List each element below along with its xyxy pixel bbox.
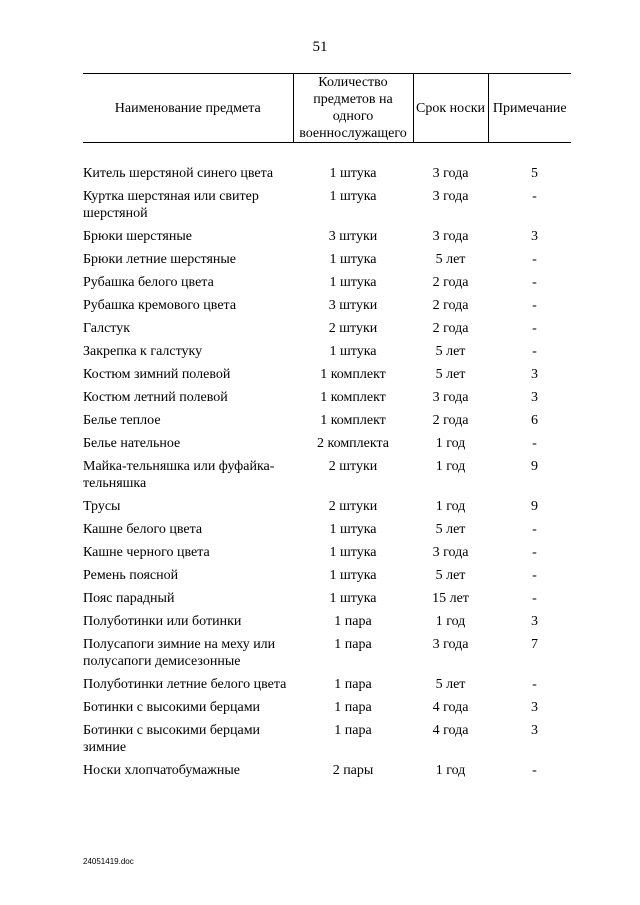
- cell-quantity: 1 комплект: [320, 413, 386, 428]
- cell-note: -: [532, 545, 537, 560]
- cell-term: 1 год: [435, 614, 466, 629]
- cell-item-name: Ремень поясной: [83, 568, 179, 583]
- table-row: [83, 343, 571, 366]
- cell-term: 5 лет: [435, 252, 466, 267]
- cell-quantity: 1 комплект: [320, 367, 386, 382]
- cell-item-name: Брюки шерстяные: [83, 229, 192, 244]
- cell-term: 3 года: [432, 545, 469, 560]
- cell-quantity: 1 штука: [329, 166, 377, 181]
- table-row: [83, 722, 571, 762]
- cell-quantity: 3 штуки: [328, 229, 378, 244]
- table-row: [83, 458, 571, 498]
- cell-quantity: 1 пара: [334, 677, 372, 692]
- table-row: [83, 274, 571, 297]
- cell-note: 3: [531, 390, 538, 405]
- cell-quantity: 1 штука: [329, 545, 377, 560]
- cell-item-name: Носки хлопчатобумажные: [83, 763, 240, 778]
- cell-term: 3 года: [432, 390, 469, 405]
- cell-item-name: Рубашка кремового цвета: [83, 298, 237, 313]
- cell-item-name: Пояс парадный: [83, 591, 175, 606]
- cell-note: -: [532, 522, 537, 537]
- cell-item-name: Костюм летний полевой: [83, 390, 228, 405]
- cell-term: 3 года: [432, 189, 469, 204]
- cell-term: 3 года: [432, 166, 469, 181]
- cell-item-name: Белье теплое: [83, 413, 161, 428]
- cell-item-name: Майка-тельняшка или фуфайка-тельняшка: [83, 459, 275, 491]
- cell-quantity: 2 штуки: [328, 499, 378, 514]
- cell-quantity: 1 штука: [329, 189, 377, 204]
- cell-item-name: Куртка шерстяная или свитер шерстяной: [83, 189, 259, 221]
- cell-item-name: Ботинки с высокими берцами: [83, 700, 261, 715]
- cell-term: 5 лет: [435, 344, 466, 359]
- cell-item-name: Полуботинки или ботинки: [83, 614, 242, 629]
- cell-quantity: 1 комплект: [320, 390, 386, 405]
- cell-note: -: [532, 677, 537, 692]
- table-row: [83, 188, 571, 228]
- cell-quantity: 2 штуки: [328, 459, 378, 474]
- cell-note: -: [532, 344, 537, 359]
- cell-term: 1 год: [435, 459, 466, 474]
- cell-note: 3: [531, 700, 538, 715]
- cell-term: 5 лет: [435, 522, 466, 537]
- cell-note: -: [532, 436, 537, 451]
- cell-note: 9: [531, 459, 538, 474]
- cell-note: -: [532, 298, 537, 313]
- cell-term: 15 лет: [432, 591, 469, 606]
- cell-quantity: 1 штука: [329, 275, 377, 290]
- cell-item-name: Галстук: [83, 321, 131, 336]
- cell-quantity: 1 пара: [334, 637, 372, 652]
- table-row: [83, 435, 571, 458]
- cell-term: 5 лет: [435, 568, 466, 583]
- cell-note: 6: [531, 413, 538, 428]
- cell-note: 3: [531, 614, 538, 629]
- header-quantity: Количество предметов на одного военнослужащего: [293, 74, 413, 143]
- cell-note: -: [532, 321, 537, 336]
- table-row: [83, 636, 571, 676]
- cell-quantity: 1 штука: [329, 568, 377, 583]
- cell-item-name: Костюм зимний полевой: [83, 367, 231, 382]
- cell-item-name: Трусы: [83, 499, 121, 514]
- table-row: [83, 228, 571, 251]
- cell-term: 3 года: [432, 637, 469, 652]
- cell-quantity: 3 штуки: [328, 298, 378, 313]
- cell-item-name: Ботинки с высокими берцами зимние: [83, 723, 261, 755]
- cell-term: 2 года: [432, 321, 469, 336]
- table-row: [83, 676, 571, 699]
- table-row: [83, 521, 571, 544]
- cell-note: 3: [531, 723, 538, 738]
- cell-note: -: [532, 252, 537, 267]
- cell-term: 5 лет: [435, 677, 466, 692]
- cell-quantity: 2 комплекта: [317, 436, 389, 451]
- header-item-name: Наименование предмета: [114, 100, 261, 116]
- cell-quantity: 2 штуки: [328, 321, 378, 336]
- cell-note: -: [532, 568, 537, 583]
- cell-item-name: Полусапоги зимние на меху или полусапоги демисезонные: [83, 637, 276, 669]
- table-row: [83, 544, 571, 567]
- items-table: [83, 73, 571, 785]
- cell-note: 5: [531, 166, 538, 181]
- cell-term: 1 год: [435, 499, 466, 514]
- cell-item-name: Полуботинки летние белого цвета: [83, 677, 287, 692]
- cell-term: 5 лет: [435, 367, 466, 382]
- table-row: [83, 567, 571, 590]
- cell-note: -: [532, 275, 537, 290]
- cell-quantity: 1 штука: [329, 591, 377, 606]
- header-note: Примечание: [488, 74, 571, 143]
- cell-item-name: Кашне белого цвета: [83, 522, 203, 537]
- table-row: [83, 165, 571, 188]
- table-row: [83, 590, 571, 613]
- cell-item-name: Рубашка белого цвета: [83, 275, 214, 290]
- table-row: [83, 320, 571, 343]
- cell-term: 1 год: [435, 763, 466, 778]
- cell-quantity: 1 штука: [329, 344, 377, 359]
- cell-quantity: 1 пара: [334, 723, 372, 738]
- cell-quantity: 1 пара: [334, 700, 372, 715]
- cell-item-name: Белье нательное: [83, 436, 181, 451]
- cell-term: 4 года: [432, 700, 469, 715]
- table-row: [83, 412, 571, 435]
- table-body: [83, 143, 571, 786]
- cell-term: 3 года: [432, 229, 469, 244]
- cell-quantity: 2 пары: [332, 763, 374, 778]
- cell-note: -: [532, 189, 537, 204]
- cell-note: 7: [531, 637, 538, 652]
- header-term: Срок носки: [413, 74, 488, 143]
- cell-item-name: Брюки летние шерстяные: [83, 252, 237, 267]
- table-row: [83, 251, 571, 274]
- table-row: [83, 613, 571, 636]
- cell-term: 2 года: [432, 275, 469, 290]
- cell-quantity: 1 пара: [334, 614, 372, 629]
- cell-item-name: Кашне черного цвета: [83, 545, 210, 560]
- table-row: [83, 297, 571, 320]
- cell-note: 3: [531, 367, 538, 382]
- table-row: [83, 389, 571, 412]
- footer-filename: 24051419.doc: [83, 857, 134, 866]
- cell-note: 9: [531, 499, 538, 514]
- cell-term: 2 года: [432, 413, 469, 428]
- cell-note: -: [532, 591, 537, 606]
- cell-note: -: [532, 763, 537, 778]
- cell-item-name: Закрепка к галстуку: [83, 344, 203, 359]
- cell-quantity: 1 штука: [329, 252, 377, 267]
- page-number: 51: [312, 39, 328, 55]
- cell-quantity: 1 штука: [329, 522, 377, 537]
- cell-term: 1 год: [435, 436, 466, 451]
- cell-note: 3: [531, 229, 538, 244]
- table-row: [83, 366, 571, 389]
- table-header-row: [83, 74, 571, 143]
- cell-term: 4 года: [432, 723, 469, 738]
- table-row: [83, 762, 571, 785]
- table-row: [83, 498, 571, 521]
- table-row: [83, 699, 571, 722]
- cell-item-name: Китель шерстяной синего цвета: [83, 166, 274, 181]
- cell-term: 2 года: [432, 298, 469, 313]
